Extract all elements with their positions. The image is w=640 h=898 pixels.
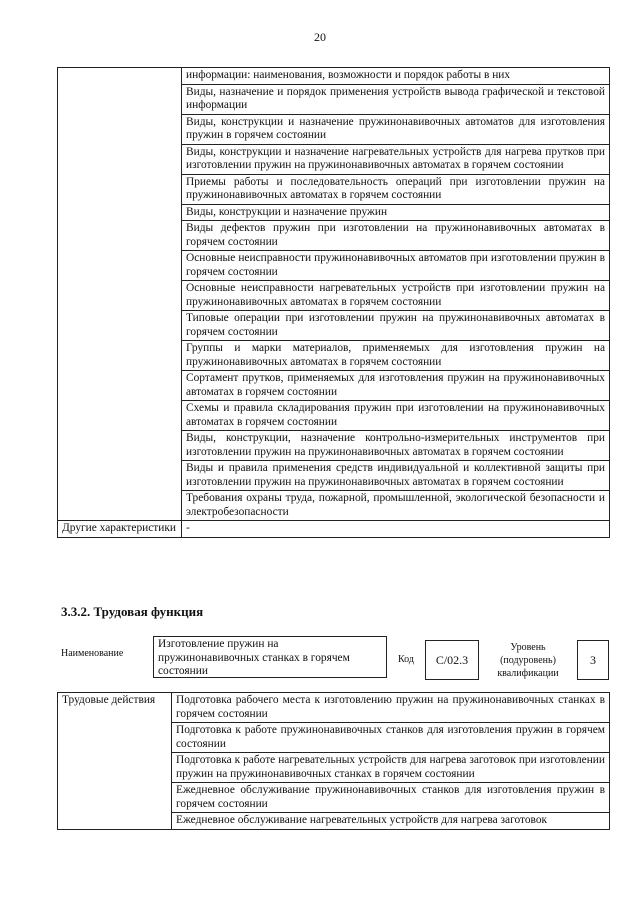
knowledge-item: Сортамент прутков, применяемых для изготовления пружин на пружинонавивочных автоматах в горячем состоянии bbox=[182, 371, 610, 401]
knowledge-item: информации: наименования, возможности и порядок работы в них bbox=[182, 68, 610, 85]
labor-actions-table bbox=[57, 692, 610, 830]
knowledge-item: Виды, конструкции и назначение пружин bbox=[182, 204, 610, 221]
labor-action-item: Подготовка рабочего места к изготовлению пружин на пружинонавивочных станках в горячем состоянии bbox=[172, 693, 610, 723]
knowledge-item: Виды, конструкции и назначение нагревательных устройств для нагрева прутков при изготовлении пружин на пружинонавивочных автоматах в горячем состоянии bbox=[182, 144, 610, 174]
knowledge-item: Приемы работы и последовательность операций при изготовлении пружин на пружинонавивочных автоматах в горячем состоянии bbox=[182, 174, 610, 204]
knowledge-item: Виды и правила применения средств индивидуальной и коллективной защиты при изготовлении пружин на пружинонавивочных автоматах в горячем состоянии bbox=[182, 461, 610, 491]
knowledge-item: Группы и марки материалов, применяемых для изготовления пружин на пружинонавивочных автоматах в горячем состоянии bbox=[182, 341, 610, 371]
function-code-value: C/02.3 bbox=[425, 640, 479, 680]
labor-action-item: Ежедневное обслуживание пружинонавивочных станков для изготовления пружин в горячем состоянии bbox=[172, 783, 610, 813]
labor-actions-label: Трудовые действия bbox=[58, 693, 172, 830]
other-characteristics-value: - bbox=[182, 521, 610, 538]
function-code-label: Код bbox=[398, 654, 414, 665]
knowledge-label-cell bbox=[58, 68, 182, 521]
table-row bbox=[58, 68, 610, 85]
labor-action-item: Подготовка к работе нагревательных устройств для нагрева заготовок при изготовлении пружин на пружинонавивочных станках в горячем состоянии bbox=[172, 753, 610, 783]
qualification-level-label: Уровень (подуровень) квалификации bbox=[497, 642, 559, 679]
function-name-label: Наименование bbox=[61, 648, 124, 659]
table-row bbox=[58, 693, 610, 723]
qualification-level-value: 3 bbox=[577, 640, 609, 680]
labor-action-item: Подготовка к работе пружинонавивочных станков для изготовления пружин в горячем состоянии bbox=[172, 723, 610, 753]
knowledge-item: Виды дефектов пружин при изготовлении на пружинонавивочных автоматах в горячем состоянии bbox=[182, 221, 610, 251]
knowledge-item: Типовые операции при изготовлении пружин на пружинонавивочных автоматах в горячем состоянии bbox=[182, 311, 610, 341]
other-characteristics-label: Другие характеристики bbox=[58, 521, 182, 538]
knowledge-item: Схемы и правила складирования пружин при изготовлении на пружинонавивочных автоматах в горячем состоянии bbox=[182, 401, 610, 431]
knowledge-item: Основные неисправности нагревательных устройств при изготовлении пружин на пружинонавивочных автоматах в горячем состоянии bbox=[182, 281, 610, 311]
knowledge-item: Требования охраны труда, пожарной, промышленной, экологической безопасности и электробезопасности bbox=[182, 491, 610, 521]
knowledge-item: Виды, конструкции, назначение контрольно-измерительных инструментов при изготовлении пружин на пружинонавивочных автоматах в горячем состоянии bbox=[182, 431, 610, 461]
labor-action-item: Ежедневное обслуживание нагревательных устройств для нагрева заготовок bbox=[172, 813, 610, 830]
knowledge-item: Основные неисправности пружинонавивочных автоматов при изготовлении пружин в горячем состоянии bbox=[182, 251, 610, 281]
function-name-value: Изготовление пружин на пружинонавивочных станках в горячем состоянии bbox=[153, 636, 387, 678]
page-number: 20 bbox=[314, 30, 326, 44]
knowledge-table bbox=[57, 67, 610, 538]
knowledge-item: Виды, конструкции и назначение пружинонавивочных автоматов для изготовления пружин в горячем состоянии bbox=[182, 114, 610, 144]
section-title: 3.3.2. Трудовая функция bbox=[61, 604, 204, 619]
knowledge-item: Виды, назначение и порядок применения устройств вывода графической и текстовой информации bbox=[182, 84, 610, 114]
table-row bbox=[58, 521, 610, 538]
